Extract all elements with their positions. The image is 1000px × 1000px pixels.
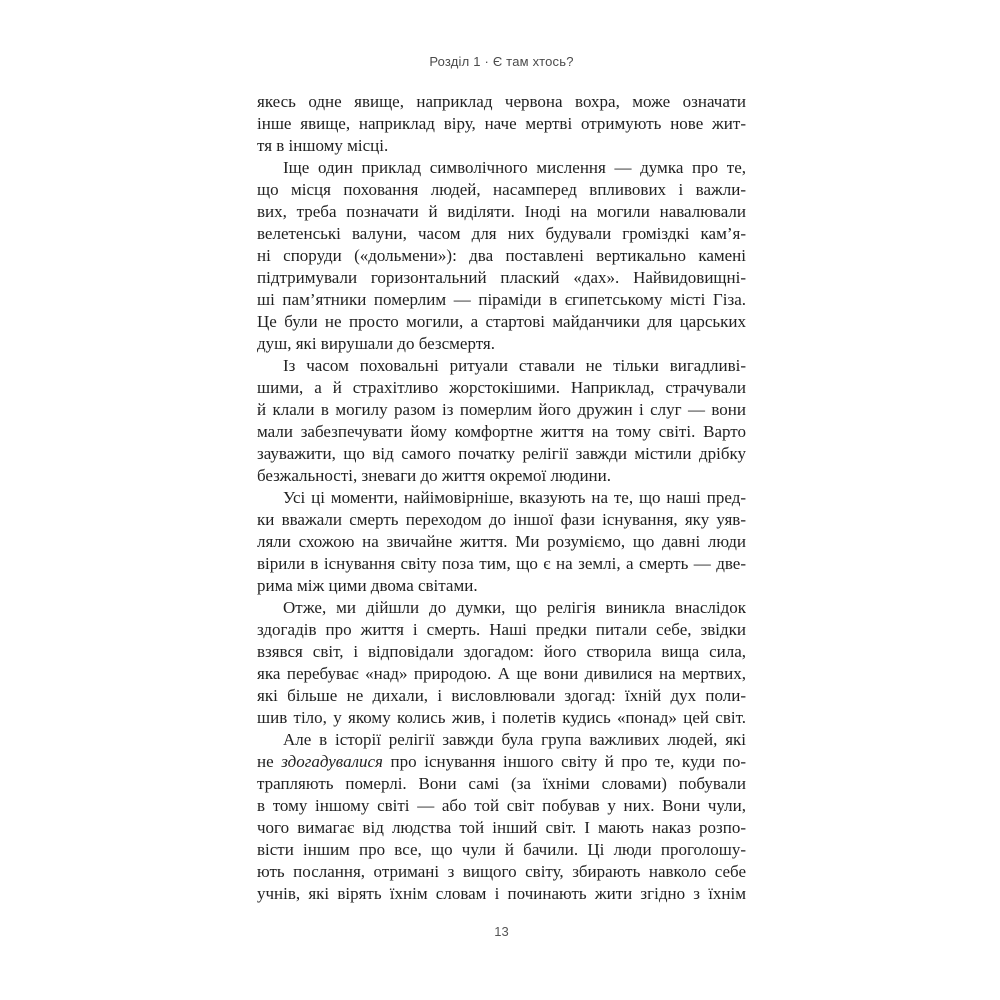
text-line: вісти іншим про все, що чули й бачили. Ці люди проголошу- [257,840,746,859]
text-line: Отже, ми дійшли до думки, що релігія виникла внаслідок [283,598,746,617]
paragraph [257,91,746,157]
text-line: безжальності, зневаги до життя окремої людини. [257,466,612,485]
text-line: ні споруди («дольмени»): два поставлені вертикально камені [257,246,746,265]
text-line: інше явище, наприклад віру, наче мертві отримують нове жит- [257,114,746,133]
text-line: ють послання, отримані з вищого світу, збирають навколо себе [257,862,746,881]
text-line: Із часом поховальні ритуали ставали не тільки вигадливі- [283,356,746,375]
text-line: шив тіло, у якому колись жив, і полетів кудись «понад» цей світ. [257,708,746,727]
text-line: здогадів про життя і смерть. Наші предки питали себе, звідки [257,620,746,639]
text-line: тя в іншому місці. [257,136,389,155]
paragraph [257,487,746,597]
text-line: що місця поховання людей, насамперед впливових і важли- [257,180,746,199]
running-header: Розділ 1 · Є там хтось? [429,54,574,69]
text-line: Але в історії релігії завжди була група важливих людей, які [283,730,746,749]
text-line: ляли схожою на звичайне життя. Ми розуміємо, що давні люди [257,532,746,551]
text-line: шими, а й страхітливо жорстокішими. Наприклад, страчували [257,378,746,397]
text-line: велетенські валуни, часом для них будували громіздкі кам’я- [257,224,746,243]
text-line: чого вимагає від людства той інший світ. І мають наказ розпо- [257,818,746,837]
paragraph [257,729,746,905]
text-line: рима між цими двома світами. [257,576,478,595]
text-line: Іще один приклад символічного мислення — думка про те, [283,158,746,177]
paragraph [257,597,746,729]
text-line: якесь одне явище, наприклад червона вохра, може означати [257,92,746,111]
text-line: Це були не просто могили, а стартові майданчики для царських [257,312,746,331]
paragraph [257,157,746,355]
text-line: ші пам’ятники померлим — піраміди в єгипетському місті Гіза. [257,290,746,309]
text-line: в тому іншому світі — або той світ побував у них. Вони чули, [257,796,746,815]
text-line: ки вважали смерть переходом до іншої фази існування, яку уяв- [257,510,746,529]
paragraph [257,355,746,487]
text-line: трапляють померлі. Вони самі (за їхніми словами) побували [257,774,746,793]
text-line: яка перебуває «над» природою. А ще вони дивилися на мертвих, [257,664,746,683]
text-line: підтримували горизонтальний плаский «дах». Найвидовищні- [257,268,746,287]
text-line: мали забезпечувати йому комфортне життя на тому світі. Варто [257,422,746,441]
text-line: вих, треба позначати й виділяти. Іноді на могили навалювали [257,202,746,221]
text-line: учнів, які вірять їхнім словам і починають жити згідно з їхнім [257,884,746,903]
text-line: які більше не дихали, і висловлювали здогад: їхній дух поли- [257,686,746,705]
text-line: Усі ці моменти, найімовірніше, вказують на те, що наші пред- [283,488,746,507]
text-line: не здогадувалися про існування іншого світу й про те, куди по- [257,752,746,771]
text-line: зауважити, що від самого початку релігії завжди містили дрібку [257,444,746,463]
text-line: взявся світ, і відповідали здогадом: його створила вища сила, [257,642,746,661]
page-number: 13 [494,924,509,939]
text-line: й клали в могилу разом із померлим його дружин і слуг — вони [257,400,746,419]
body-text-block [257,91,746,905]
text-line: душ, які вирушали до безсмертя. [257,334,495,353]
text-line: вірили в існування світу поза тим, що є на землі, а смерть — две- [257,554,746,573]
